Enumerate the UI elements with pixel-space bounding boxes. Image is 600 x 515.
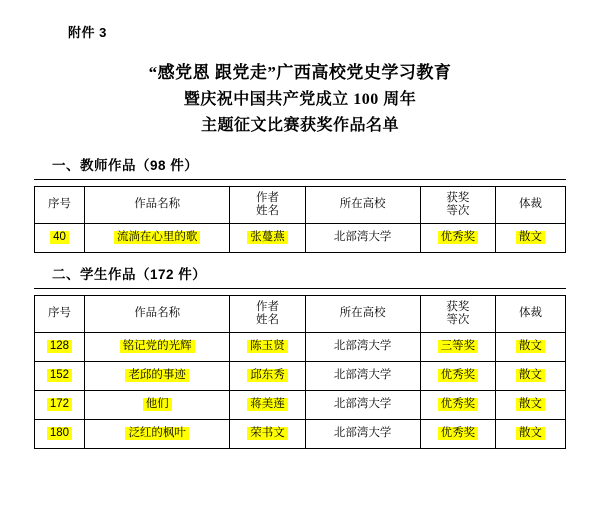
- column-header-award-line2: 等次: [446, 204, 470, 217]
- column-header-title: 作品名称: [84, 295, 229, 332]
- table-row: [35, 390, 566, 419]
- column-header-author-line1: 作者: [255, 191, 279, 204]
- teacher-awards-table: [34, 186, 566, 253]
- column-header-no: 序号: [35, 295, 85, 332]
- cell-author-value: 张蔓燕: [247, 231, 288, 244]
- column-header-award-line1: 获奖: [446, 300, 470, 313]
- cell-title: [84, 332, 229, 361]
- cell-no-value: 172: [47, 398, 72, 411]
- cell-title: [84, 390, 229, 419]
- cell-award-value: 优秀奖: [438, 231, 479, 244]
- cell-genre-value: 散文: [516, 231, 545, 244]
- cell-title: [84, 223, 229, 252]
- title-line-1: “感党恩 跟党走”广西高校党史学习教育: [148, 63, 452, 82]
- table-row: [35, 361, 566, 390]
- table-row: [35, 332, 566, 361]
- cell-title-value: 流淌在心里的歌: [114, 231, 201, 244]
- column-header-genre: 体裁: [495, 295, 565, 332]
- cell-genre-value: 散文: [516, 340, 545, 353]
- column-header-award-line2: 等次: [446, 313, 470, 326]
- column-header-author: [230, 186, 305, 223]
- cell-no: [35, 332, 85, 361]
- cell-award-value: 优秀奖: [438, 369, 479, 382]
- attachment-label: 附件 3: [68, 25, 107, 40]
- column-header-award: [420, 186, 495, 223]
- cell-author: [230, 223, 305, 252]
- cell-no-value: 180: [47, 427, 72, 440]
- cell-award-value: 三等奖: [438, 340, 479, 353]
- column-header-author-line2: 姓名: [255, 313, 279, 326]
- cell-genre: [495, 390, 565, 419]
- title-line-3: 主题征文比赛获奖作品名单: [200, 117, 399, 135]
- title-line-2: 暨庆祝中国共产党成立 100 周年: [183, 91, 417, 109]
- cell-genre-value: 散文: [516, 369, 545, 382]
- table-header-row: [35, 186, 566, 223]
- cell-author-value: 蒋美莲: [247, 398, 288, 411]
- cell-author-value: 荣书文: [247, 427, 288, 440]
- cell-no: [35, 223, 85, 252]
- table-row: [35, 419, 566, 448]
- cell-award-value: 优秀奖: [438, 398, 479, 411]
- cell-award: [420, 390, 495, 419]
- student-awards-table: [34, 295, 566, 449]
- cell-genre: [495, 223, 565, 252]
- cell-no-value: 152: [47, 369, 72, 382]
- cell-title: [84, 419, 229, 448]
- column-header-no: 序号: [35, 186, 85, 223]
- cell-award: [420, 223, 495, 252]
- cell-genre: [495, 419, 565, 448]
- column-header-school: 所在高校: [305, 186, 420, 223]
- cell-school: 北部湾大学: [305, 332, 420, 361]
- cell-author: [230, 419, 305, 448]
- column-header-award-line1: 获奖: [446, 191, 470, 204]
- column-header-school: 所在高校: [305, 295, 420, 332]
- cell-genre-value: 散文: [516, 427, 545, 440]
- cell-no: [35, 361, 85, 390]
- cell-award: [420, 419, 495, 448]
- cell-school: 北部湾大学: [305, 419, 420, 448]
- cell-title-value: 老邱的事迹: [125, 369, 189, 382]
- cell-author: [230, 332, 305, 361]
- section-rule-students: [34, 288, 566, 289]
- cell-no: [35, 390, 85, 419]
- table-row: [35, 223, 566, 252]
- cell-no-value: 40: [50, 231, 69, 244]
- section-heading-teachers: 一、教师作品（98 件）: [52, 157, 199, 173]
- cell-award-value: 优秀奖: [438, 427, 479, 440]
- cell-title-value: 铭记党的光辉: [120, 340, 195, 353]
- cell-school: 北部湾大学: [305, 223, 420, 252]
- column-header-author: [230, 295, 305, 332]
- column-header-title: 作品名称: [84, 186, 229, 223]
- cell-no: [35, 419, 85, 448]
- section-rule-teachers: [34, 179, 566, 180]
- section-heading-students: 二、学生作品（172 件）: [52, 266, 207, 282]
- column-header-award: [420, 295, 495, 332]
- cell-genre: [495, 332, 565, 361]
- column-header-genre: 体裁: [495, 186, 565, 223]
- cell-author: [230, 361, 305, 390]
- cell-school: 北部湾大学: [305, 390, 420, 419]
- cell-award: [420, 361, 495, 390]
- cell-title: [84, 361, 229, 390]
- cell-author: [230, 390, 305, 419]
- column-header-author-line2: 姓名: [255, 204, 279, 217]
- cell-school: 北部湾大学: [305, 361, 420, 390]
- cell-title-value: 泛红的枫叶: [125, 427, 189, 440]
- table-header-row: [35, 295, 566, 332]
- cell-genre: [495, 361, 565, 390]
- cell-no-value: 128: [47, 340, 72, 353]
- document-title: [60, 59, 540, 140]
- cell-genre-value: 散文: [516, 398, 545, 411]
- cell-author-value: 邱东秀: [247, 369, 288, 382]
- cell-award: [420, 332, 495, 361]
- column-header-author-line1: 作者: [255, 300, 279, 313]
- cell-author-value: 陈玉贤: [247, 340, 288, 353]
- cell-title-value: 他们: [143, 398, 172, 411]
